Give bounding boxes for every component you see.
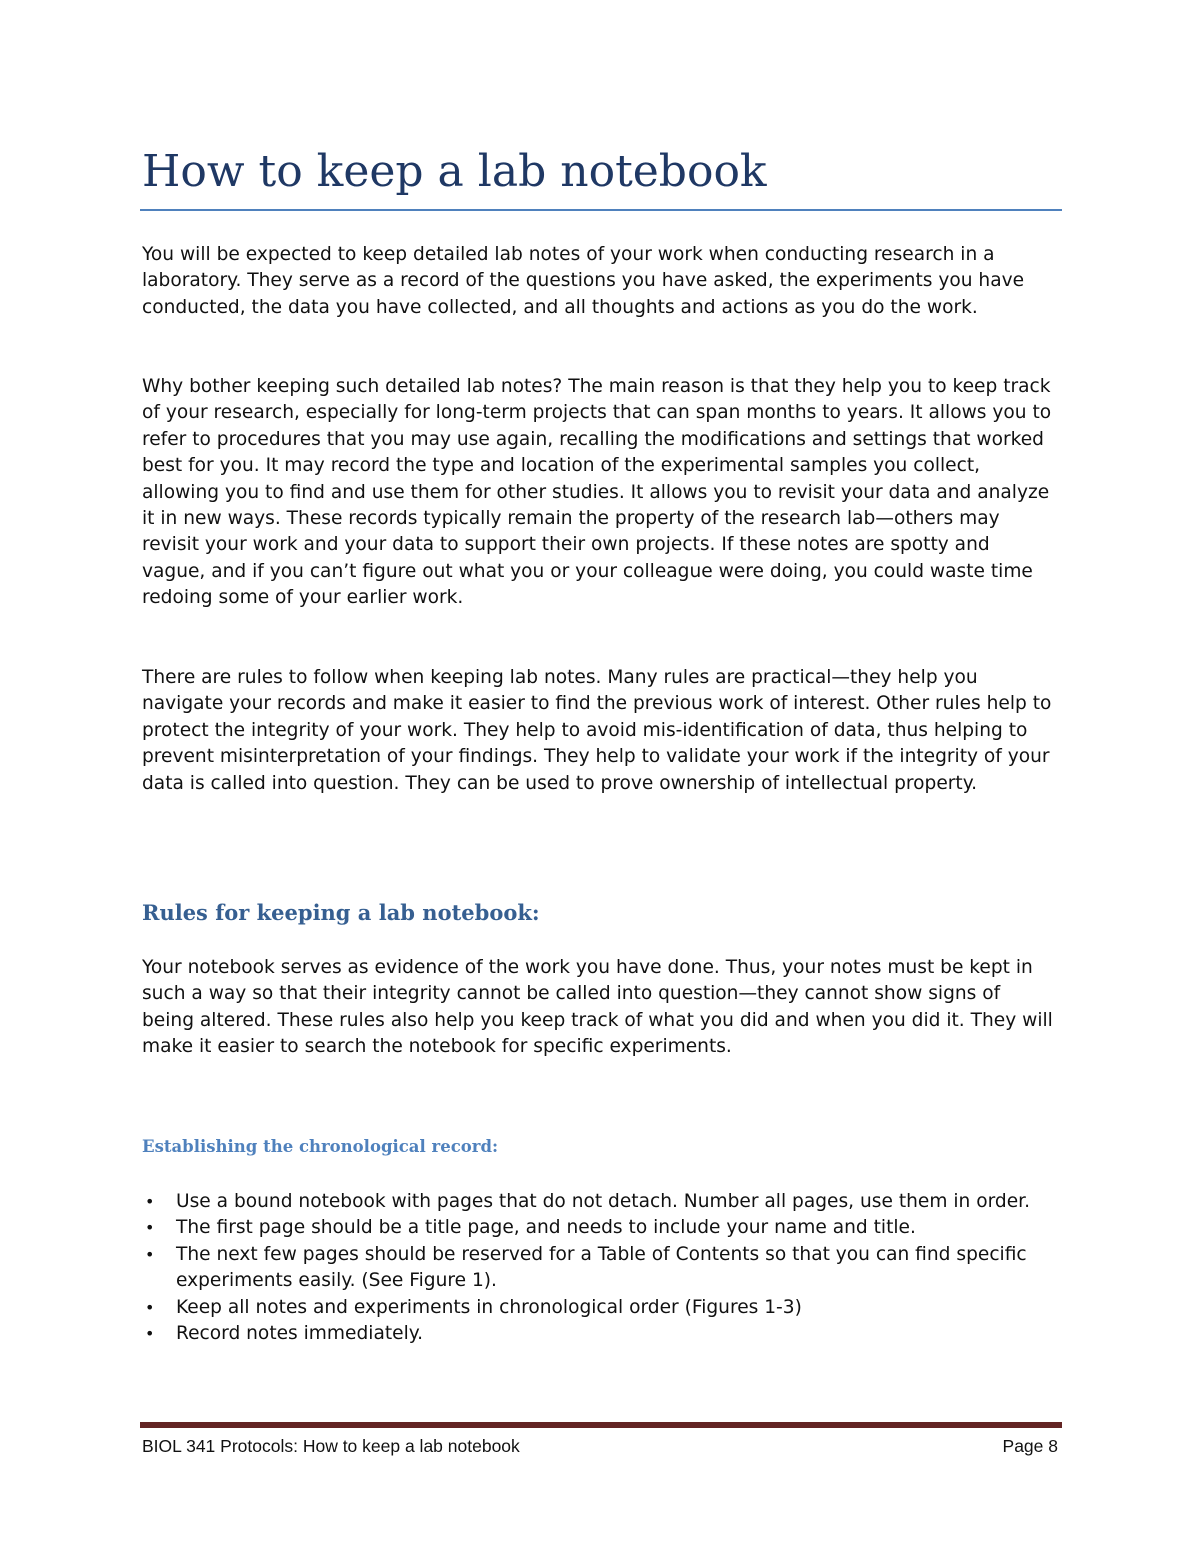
bullet-icon: • bbox=[145, 1297, 155, 1317]
footer-page-number bbox=[1003, 1434, 1058, 1458]
intro-paragraph: You will be expected to keep detailed lab notes of your work when conducting research in a laboratory. They serve as a record of the questions you have asked, the experiments you have conducted, the data you have collected, and all thoughts and actions as you do the work. bbox=[142, 244, 1025, 318]
chronological-rules-list bbox=[142, 1189, 1057, 1347]
footer-document-label: BIOL 341 Protocols: How to keep a lab notebook bbox=[142, 1436, 520, 1456]
list-item bbox=[142, 1215, 1057, 1241]
bullet-icon: • bbox=[145, 1218, 155, 1238]
list-item-text: The next few pages should be reserved for a Table of Contents so that you can find specific experiments easily. (See Figure 1). bbox=[176, 1243, 1027, 1292]
list-item bbox=[142, 1242, 1057, 1295]
list-item-text: Use a bound notebook with pages that do not detach. Number all pages, use them in order. bbox=[176, 1191, 1030, 1212]
bullet-icon: • bbox=[145, 1244, 155, 1264]
rules-intro-paragraph: Your notebook serves as evidence of the work you have done. Thus, your notes must be kept in such a way so that their integrity cannot be called into question—they cannot show signs of being altered. These rules also help you keep track of what you did and when you did it. They will make it easier to search the notebook for specific experiments. bbox=[142, 957, 1053, 1058]
page-number: 8 bbox=[1048, 1436, 1058, 1456]
list-item-text: Record notes immediately. bbox=[176, 1323, 423, 1345]
bullet-icon: • bbox=[145, 1192, 155, 1211]
rules-heading: Rules for keeping a lab notebook: bbox=[142, 900, 540, 925]
chronological-record-heading: Establishing the chronological record: bbox=[142, 1137, 499, 1156]
list-item-text: The first page should be a title page, and needs to include your name and title. bbox=[176, 1217, 916, 1239]
page-title: How to keep a lab notebook bbox=[142, 146, 767, 197]
list-item bbox=[142, 1189, 1057, 1215]
list-item-text: Keep all notes and experiments in chronological order (Figures 1-3) bbox=[176, 1296, 802, 1318]
footer-divider bbox=[140, 1422, 1062, 1428]
page-label: Page bbox=[1002, 1436, 1044, 1456]
rules-overview-paragraph: There are rules to follow when keeping lab notes. Many rules are practical—they help you navigate your records and make it easier to find the previous work of interest. Other rules help to protect the integrity of your work. They help to avoid mis-identification of data, thus helping to prevent misinterpretation of your findings. They help to validate your work if the integrity of your data is called into question. They can be used to prove ownership of intellectual property. bbox=[142, 667, 1052, 794]
list-item bbox=[142, 1295, 1057, 1321]
bullet-icon: • bbox=[145, 1324, 155, 1344]
title-underline bbox=[140, 209, 1062, 211]
list-item bbox=[142, 1321, 1057, 1347]
why-paragraph: Why bother keeping such detailed lab notes? The main reason is that they help you to keep track of your research, especially for long-term projects that can span months to years. It allows you to refer to procedures that you may use again, recalling the modifications and settings that worked best for you. It may record the type and location of the experimental samples you collect, allowing you to find and use them for other studies. It allows you to revisit your data and analyze it in new ways. These records typically remain the property of the research lab—others may revisit your work and your data to support their own projects. If these notes are spotty and vague, and if you can’t figure out what you or your colleague were doing, you could waste time redoing some of your earlier work. bbox=[142, 376, 1052, 609]
